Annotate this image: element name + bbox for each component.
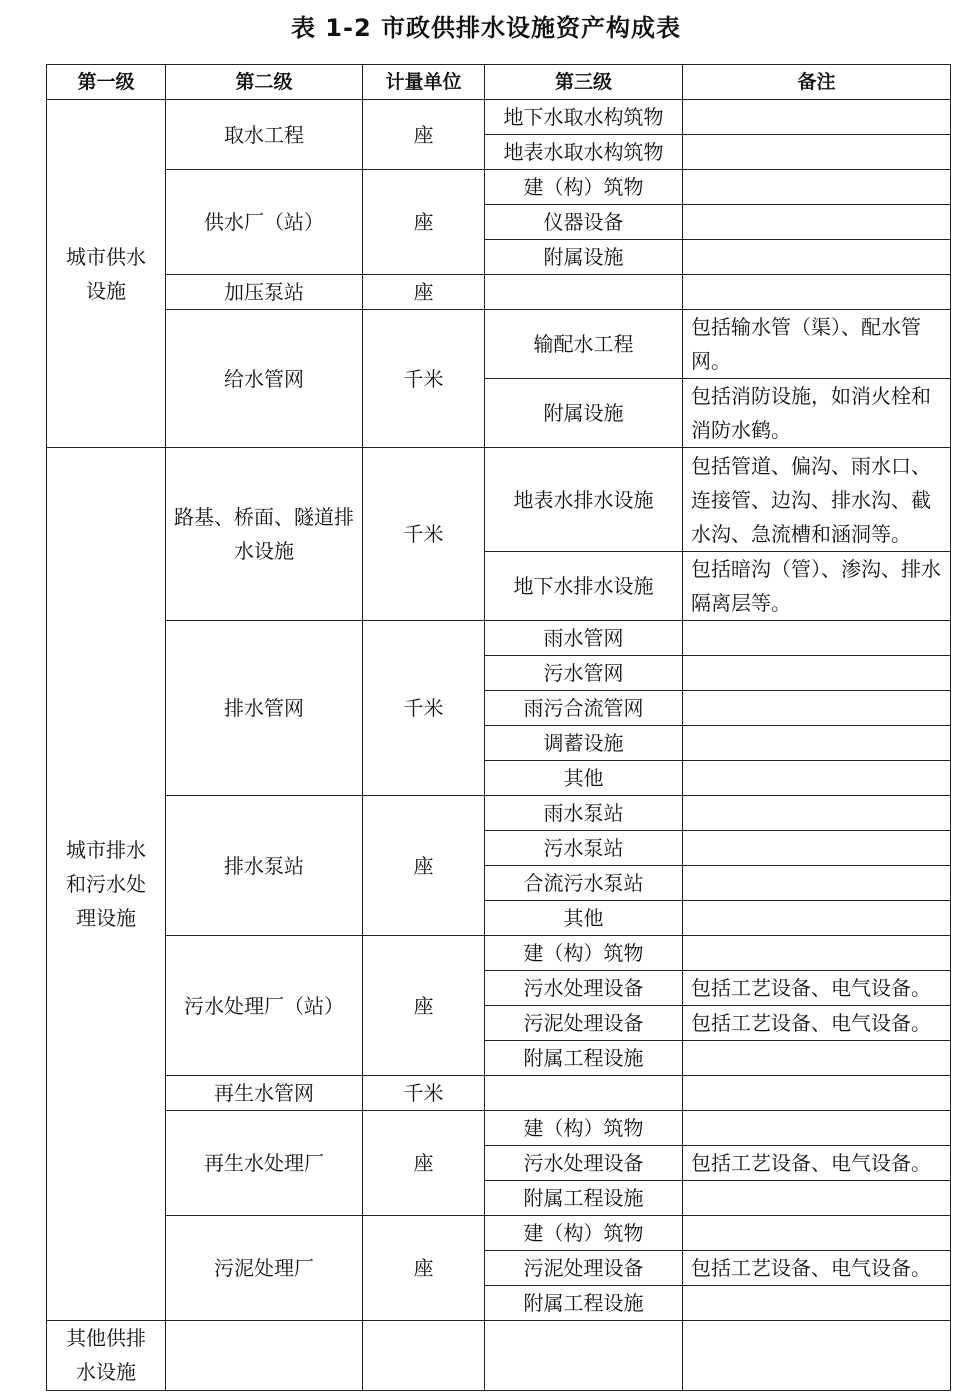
level3-cell xyxy=(485,1076,683,1111)
level3-cell: 雨水管网 xyxy=(485,621,683,656)
level2-cell xyxy=(166,1321,363,1390)
table-row xyxy=(47,310,951,379)
note-cell: 包括工艺设备、电气设备。 xyxy=(683,1251,951,1286)
table-row xyxy=(47,1216,951,1251)
level3-cell: 附属工程设施 xyxy=(485,1181,683,1216)
level2-cell: 给水管网 xyxy=(166,310,363,448)
note-cell xyxy=(683,170,951,205)
level3-cell: 建（构）筑物 xyxy=(485,936,683,971)
level3-cell: 附属设施 xyxy=(485,379,683,448)
level3-cell: 合流污水泵站 xyxy=(485,866,683,901)
note-cell xyxy=(683,1216,951,1251)
table-row xyxy=(47,1076,951,1111)
unit-cell xyxy=(363,1321,485,1390)
note-cell xyxy=(683,831,951,866)
note-cell xyxy=(683,1286,951,1321)
note-cell xyxy=(683,761,951,796)
table-row xyxy=(47,1321,951,1390)
note-cell xyxy=(683,1321,951,1390)
note-cell xyxy=(683,135,951,170)
table-title: 表 1-2 市政供排水设施资产构成表 xyxy=(290,14,682,42)
note-cell xyxy=(683,796,951,831)
table-row xyxy=(47,275,951,310)
level2-cell: 供水厂（站） xyxy=(166,170,363,275)
level3-cell: 污水处理设备 xyxy=(485,971,683,1006)
header-note: 备注 xyxy=(683,65,951,100)
note-cell: 包括工艺设备、电气设备。 xyxy=(683,1146,951,1181)
level3-cell: 附属设施 xyxy=(485,240,683,275)
note-cell: 包括工艺设备、电气设备。 xyxy=(683,1006,951,1041)
asset-table xyxy=(46,64,951,1391)
level2-cell: 再生水处理厂 xyxy=(166,1111,363,1216)
note-cell: 包括工艺设备、电气设备。 xyxy=(683,971,951,1006)
unit-cell: 座 xyxy=(363,100,485,170)
note-cell: 包括输水管（渠）、配水管网。 xyxy=(683,310,951,379)
note-cell xyxy=(683,1111,951,1146)
level2-cell: 加压泵站 xyxy=(166,275,363,310)
level3-cell: 附属工程设施 xyxy=(485,1041,683,1076)
level3-cell: 地下水取水构筑物 xyxy=(485,100,683,135)
unit-cell: 座 xyxy=(363,170,485,275)
note-cell: 包括管道、偏沟、雨水口、连接管、边沟、排水沟、截水沟、急流槽和涵洞等。 xyxy=(683,448,951,552)
table-row xyxy=(47,621,951,656)
level3-cell: 地下水排水设施 xyxy=(485,552,683,621)
level2-cell: 排水泵站 xyxy=(166,796,363,936)
level3-cell: 其他 xyxy=(485,901,683,936)
unit-cell: 座 xyxy=(363,1216,485,1321)
level2-cell: 路基、桥面、隧道排水设施 xyxy=(166,448,363,621)
note-cell xyxy=(683,1181,951,1216)
level3-cell xyxy=(485,1321,683,1390)
unit-cell: 座 xyxy=(363,275,485,310)
level3-cell: 输配水工程 xyxy=(485,310,683,379)
note-cell xyxy=(683,100,951,135)
note-cell: 包括暗沟（管）、渗沟、排水隔离层等。 xyxy=(683,552,951,621)
level2-cell: 污泥处理厂 xyxy=(166,1216,363,1321)
level3-cell: 污水泵站 xyxy=(485,831,683,866)
note-cell xyxy=(683,901,951,936)
note-cell xyxy=(683,621,951,656)
unit-cell: 座 xyxy=(363,796,485,936)
level3-cell: 污水处理设备 xyxy=(485,1146,683,1181)
header-level3: 第三级 xyxy=(485,65,683,100)
unit-cell: 千米 xyxy=(363,1076,485,1111)
note-cell: 包括消防设施，如消火栓和消防水鹤。 xyxy=(683,379,951,448)
unit-cell: 千米 xyxy=(363,621,485,796)
unit-cell: 千米 xyxy=(363,310,485,448)
table-row xyxy=(47,448,951,552)
level3-cell: 仪器设备 xyxy=(485,205,683,240)
header-level2: 第二级 xyxy=(166,65,363,100)
header-row xyxy=(47,65,951,100)
level1-cell: 城市排水和污水处理设施 xyxy=(47,448,166,1321)
level2-cell: 再生水管网 xyxy=(166,1076,363,1111)
level3-cell xyxy=(485,275,683,310)
level3-cell: 建（构）筑物 xyxy=(485,1111,683,1146)
level3-cell: 建（构）筑物 xyxy=(485,1216,683,1251)
note-cell xyxy=(683,691,951,726)
table-row xyxy=(47,936,951,971)
level3-cell: 雨污合流管网 xyxy=(485,691,683,726)
level2-cell: 取水工程 xyxy=(166,100,363,170)
note-cell xyxy=(683,1041,951,1076)
header-level1: 第一级 xyxy=(47,65,166,100)
table-body xyxy=(47,100,951,1391)
level3-cell: 污泥处理设备 xyxy=(485,1251,683,1286)
unit-cell: 座 xyxy=(363,936,485,1076)
level2-cell: 污水处理厂（站） xyxy=(166,936,363,1076)
level3-cell: 雨水泵站 xyxy=(485,796,683,831)
note-cell xyxy=(683,656,951,691)
note-cell xyxy=(683,240,951,275)
level3-cell: 污泥处理设备 xyxy=(485,1006,683,1041)
note-cell xyxy=(683,726,951,761)
note-cell xyxy=(683,275,951,310)
note-cell xyxy=(683,936,951,971)
level3-cell: 污水管网 xyxy=(485,656,683,691)
table-row xyxy=(47,170,951,205)
note-cell xyxy=(683,1076,951,1111)
table-row xyxy=(47,100,951,135)
table-row xyxy=(47,796,951,831)
note-cell xyxy=(683,866,951,901)
header-unit: 计量单位 xyxy=(363,65,485,100)
level2-cell: 排水管网 xyxy=(166,621,363,796)
note-cell xyxy=(683,205,951,240)
level3-cell: 地表水取水构筑物 xyxy=(485,135,683,170)
level3-cell: 附属工程设施 xyxy=(485,1286,683,1321)
unit-cell: 千米 xyxy=(363,448,485,621)
level3-cell: 地表水排水设施 xyxy=(485,448,683,552)
level3-cell: 调蓄设施 xyxy=(485,726,683,761)
level3-cell: 其他 xyxy=(485,761,683,796)
level3-cell: 建（构）筑物 xyxy=(485,170,683,205)
level1-cell: 其他供排水设施 xyxy=(47,1321,166,1390)
unit-cell: 座 xyxy=(363,1111,485,1216)
level1-cell: 城市供水设施 xyxy=(47,100,166,448)
table-row xyxy=(47,1111,951,1146)
